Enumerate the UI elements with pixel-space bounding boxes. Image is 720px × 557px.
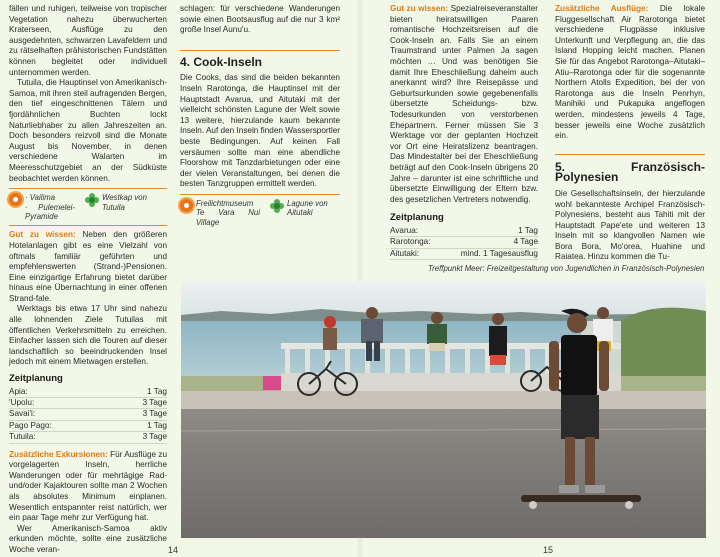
flower-icon	[85, 193, 99, 207]
zeitplanung-row	[390, 249, 538, 260]
zeitplanung-duration: 3 Tage	[142, 432, 167, 442]
paragraph: Tutuila, die Hauptinsel von Amerikanisch-Samoa, mit ihren steil aufragenden Bergen, den tief eingeschnittenen Tälern und fjordähnlichen Buchten lockt Naturliebhaber zu allen Jahreszeiten an. Doch besonders reizvoll sind die Monate August bis November, in denen verschiedene Walarten im Meeresschutzgebiet an der Südküste beobachtet werden können.	[9, 78, 167, 183]
right-column-1	[390, 4, 538, 260]
excursion-paragraph	[555, 4, 705, 142]
zeitplanung-place: Rarotonga:	[390, 237, 431, 247]
zeitplanung-place: 'Upolu:	[9, 398, 35, 408]
flower-icon	[270, 199, 284, 213]
divider	[555, 154, 705, 155]
paragraph: Die Cooks, das sind die beiden bekannten Inseln Rarotonga, die Hauptinsel mit der Hauptstadt Avarua, und Aitutaki mit der vielleicht schönsten Lagune der Welt sowie 13 weitere, hierzulande kaum bekannte Inseln. Auf den Inseln finden Wassersportler beste Bedingungen. Auf keinen Fall versäumen sollte man eine abendliche Floorshow mit Tanzdarbietungen oder eine der vielen Veranstaltungen, bei denen die besten Tanzgruppen ermittelt werden.	[180, 73, 340, 189]
excursion-label: Zusätzliche Exkursionen:	[9, 449, 108, 459]
page-number: 15	[543, 545, 554, 555]
tip-text: Spezialreiseveranstalter bieten heiratswilligen Paaren romantische Hochzeitsreisen auf die Cook-Inseln an. Falls Sie an einem Traumstrand unter Palmen Ja sagen möchten … Und was benötigen Sie damit Ihre Eheschließung daheim auch anerkannt wird? Ihre Reisepässe und Geburtsurkunden sowie gegebenenfalls übersetzte Scheidungs- bzw. Todesurkunden von verstorbenen Ehepartnern. Ferner müssen Sie 3 Werktage vor der geplanten Hochzeit vor Ort eine Heiratslizenz beantragen. Das Mindestalter bei der Eheschließung beträgt auf den Cook-Inseln übrigens 20 Jahre – darunter ist eine schriftliche und übersetzte Einwilligung der Eltern bzw. des gesetzlichen Vertreters notwendig.	[390, 4, 538, 204]
zeitplanung-duration: mind. 1 Tagesausflug	[460, 248, 538, 258]
tip-paragraph	[390, 4, 538, 205]
section-title: 4. Cook-Inseln	[180, 54, 263, 69]
zeitplanung-row	[9, 398, 167, 409]
section-title: 5. Französisch-Polynesien	[555, 159, 705, 185]
highlight-text: Vailima	[29, 193, 56, 203]
zeitplanung-place: Tutuila:	[9, 432, 36, 442]
left-column-2	[180, 4, 340, 227]
paragraph: fällen und ruhigen, teilweise von tropischer Vegetation nahezu überwucherten Kraterseen, Ausflüge zu den ausgedehnten, schwarzen Lavafeldern und zu rätselhaften prähistorischen Fundstätten können begleitet oder individuell unternommen werden.	[9, 4, 167, 77]
left-column-1	[9, 4, 167, 556]
sun-icon	[180, 199, 193, 212]
paragraph: Die Gesellschaftsinseln, der hierzulande wohl bekannteste Archipel Französisch-Polynesiens, besteht aus Tahiti mit der Hauptstadt Pape'ete und weiteren 13 Inseln mit so klangvollen Namen wie Bora Bora, Mo'orea, Huahine und Raiatea. Hinzu kommen die Tu-	[555, 188, 705, 262]
excursion-text: Die lokale Fluggesellschaft Air Rarotonga bietet verschiedene Flugpässe inklusive Unterkunft und Verpflegung an, die das Island Hopping leicht machen. Planen Sie für das Angebot Rarotonga–Aitutaki–Atiu–Rarotonga oder für die sogenannte Northern Atolls Expedition, bei der von Rarotonga aus die Inseln Penrhyn, Manihiki und Pukapuka angeflogen werden, mindestens jeweils 4 Tage, besser jeweils eine Woche zusätzlich ein.	[555, 4, 705, 141]
tip-text: Neben den größeren Hotelanlagen gibt es eine Vielzahl von oftmals familiär geführten und empfehlenswerten (Strand-)Pensionen. Eine einzigartige Erfahrung bietet darüber hinaus eine Übernachtung in einer offenen Strand-fale.	[9, 230, 167, 303]
zeitplanung-place: Pago Pago:	[9, 420, 52, 430]
highlight-text: Lagune von	[287, 198, 328, 208]
zeitplanung-duration: 1 Tag	[518, 225, 538, 235]
divider	[180, 50, 340, 51]
divider	[9, 225, 167, 226]
zeitplanung-table	[390, 226, 538, 260]
highlights	[180, 199, 340, 227]
zeitplanung-place: Savai'i:	[9, 409, 36, 419]
highlight-item	[180, 199, 260, 227]
highlight-text: Aitutaki	[287, 208, 313, 218]
zeitplanung-row	[390, 237, 538, 248]
zeitplanung-row	[9, 387, 167, 398]
divider	[9, 188, 167, 189]
excursion-paragraph	[9, 450, 167, 524]
zeitplanung-row	[390, 226, 538, 237]
photo-caption: Treffpunkt Meer: Freizeitgestaltung von Jugendlichen in Französisch-Polynesien	[428, 264, 705, 273]
zeitplanung-row	[9, 432, 167, 443]
highlight-text: Pulemelei-Pyramide	[25, 202, 75, 221]
highlights	[9, 193, 167, 221]
zeitplanung-duration: 3 Tage	[142, 398, 167, 408]
zeitplanung-place: Apia:	[9, 386, 28, 396]
paragraph: Wer Amerikanisch-Samoa aktiv erkunden möchte, sollte eine zusätzliche Woche veran-	[9, 523, 167, 554]
zeitplanung-table	[9, 387, 167, 444]
zeitplanung-duration: 1 Tag	[147, 386, 167, 396]
excursion-label: Zusätzliche Ausflüge:	[555, 4, 649, 13]
highlight-item	[270, 199, 328, 227]
photo-image	[181, 281, 706, 538]
zeitplanung-title: Zeitplanung	[390, 212, 444, 224]
excursion-text: Für Ausflüge zu vorgelagerten Inseln, herrliche Wanderungen oder für mehrtägige Rad- und/oder Kajaktouren sollte man 2 Wochen als absolutes Minimum einplanen. Wesentlich entspannter reist natürlich, wer ein paar Tage mehr zur Verfügung hat.	[9, 449, 167, 523]
right-column-2	[555, 4, 705, 263]
zeitplanung-duration: 1 Tag	[147, 420, 167, 430]
zeitplanung-row	[9, 421, 167, 432]
divider	[180, 194, 340, 195]
highlight-text: Westkap von	[102, 193, 147, 203]
page-number: 14	[168, 545, 179, 555]
highlight-text: Tutuila	[102, 202, 125, 212]
photo-skateboarders	[181, 281, 706, 538]
zeitplanung-place: Aitutaki:	[390, 248, 420, 258]
paragraph: Werktags bis etwa 17 Uhr sind nahezu alle lohnenden Ziele Tutuilas mit öffentlichen Verkehrsmitteln zu erreichen. Einfacher lassen sich die Touren auf dieser landschaftlich so beeindruckenden Insel jedoch mit einem Mietwagen erstellen.	[9, 304, 167, 367]
highlight-item	[85, 193, 147, 221]
highlight-text: Te Vara Nui Village	[196, 208, 260, 227]
tip-label: Gut zu wissen:	[390, 4, 449, 13]
tip-label: Gut zu wissen:	[9, 230, 76, 240]
paragraph: schlagen: für verschiedene Wanderungen sowie einen Bootsausflug auf die nur 3 km² große Insel Aunu'u.	[180, 4, 340, 35]
zeitplanung-duration: 4 Tage	[513, 237, 538, 247]
highlight-text: Freilichtmuseum	[196, 198, 254, 208]
zeitplanung-duration: 3 Tage	[142, 409, 167, 419]
zeitplanung-title: Zeitplanung	[9, 373, 63, 385]
highlight-item: · Vailima · Pulemelei-Pyramide	[9, 193, 75, 221]
tip-paragraph	[9, 230, 167, 304]
sun-icon	[9, 193, 22, 206]
zeitplanung-place: Avarua:	[390, 225, 419, 235]
zeitplanung-row	[9, 409, 167, 420]
